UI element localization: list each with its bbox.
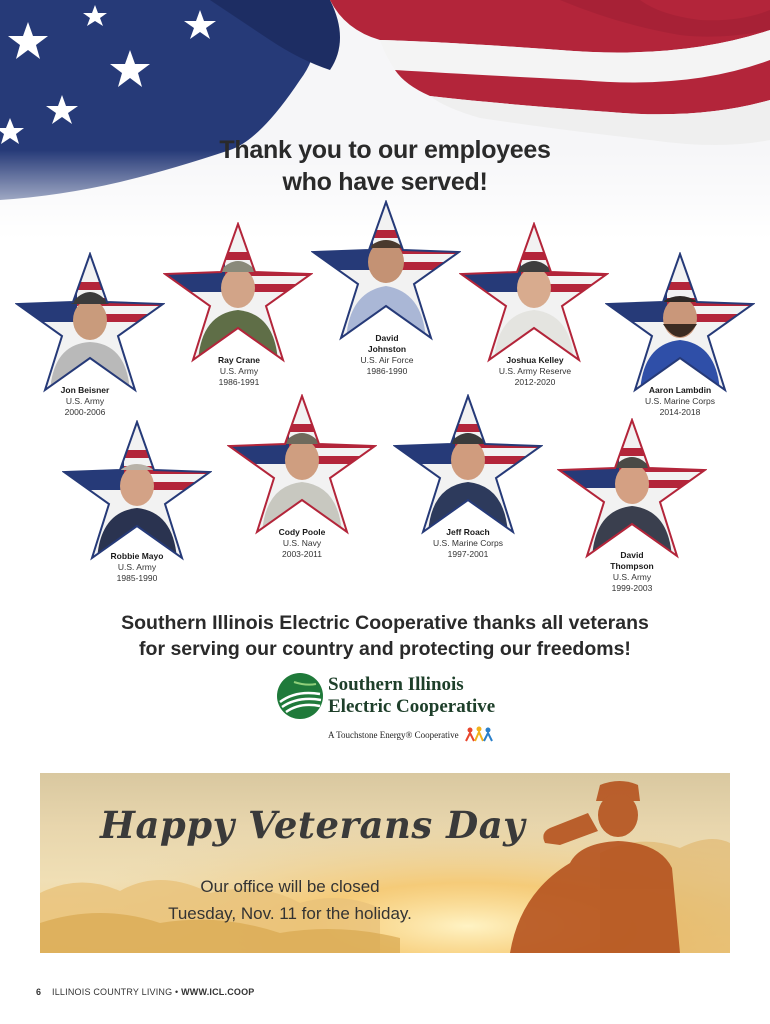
logo-line-1: Southern Illinois	[328, 674, 464, 695]
veteran-caption	[102, 551, 172, 584]
veterans-day-banner	[40, 773, 730, 953]
page-number: 6	[36, 987, 42, 997]
veteran-star-photo	[15, 252, 165, 394]
veteran-caption	[352, 333, 422, 377]
veteran-star-photo	[459, 222, 609, 364]
page-headline	[0, 134, 770, 198]
banner-title: Happy Veterans Day	[100, 803, 526, 847]
veteran-years: 1999-2003	[611, 583, 653, 593]
veteran-caption	[495, 355, 575, 388]
veteran-name: Aaron Lambdin	[648, 385, 712, 395]
veteran-caption	[267, 527, 337, 560]
veteran-branch: U.S. Army	[219, 366, 259, 376]
logo-line-2: Electric Cooperative	[328, 696, 496, 717]
closure-line-1: Our office will be closed	[200, 877, 380, 896]
veteran-star-photo	[311, 200, 461, 342]
veteran-years: 2003-2011	[281, 549, 323, 559]
veteran-years: 2012-2020	[514, 377, 556, 387]
veteran-star-photo	[227, 394, 377, 536]
veteran-name: David	[620, 550, 644, 560]
veteran-branch: U.S. Navy	[282, 538, 322, 548]
touchstone-energy-icon	[464, 725, 494, 743]
veteran-years: 1986-1990	[366, 366, 408, 376]
veteran-branch: U.S. Army	[117, 562, 157, 572]
veteran-branch: U.S. Marine Corps	[645, 396, 715, 406]
veteran-caption	[204, 355, 274, 388]
publication-name: ILLINOIS COUNTRY LIVING	[52, 987, 173, 997]
veteran-star-photo	[393, 394, 543, 536]
veteran-branch: U.S. Army	[612, 572, 652, 582]
veteran-years: 1985-1990	[116, 573, 158, 583]
headline-line-2: who have served!	[282, 168, 488, 196]
headline-line-1: Thank you to our employees	[219, 136, 551, 164]
website-link[interactable]: WWW.ICL.COOP	[181, 987, 255, 997]
veteran-caption	[597, 550, 667, 594]
cooperative-logo	[276, 672, 506, 748]
veteran-years: 1997-2001	[447, 549, 489, 559]
veteran-name: Ray Crane	[217, 355, 261, 365]
veteran-name: David	[375, 333, 399, 343]
office-closure-notice	[130, 873, 450, 927]
logo-tagline: A Touchstone Energy® Cooperative	[328, 730, 459, 740]
globe-logo-icon	[276, 672, 324, 720]
veteran-name: Joshua Kelley	[506, 355, 564, 365]
thanks-message	[0, 610, 770, 662]
logo-wordmark	[328, 674, 495, 718]
veteran-caption	[640, 385, 720, 418]
page-footer	[36, 987, 255, 997]
footer-separator: •	[175, 987, 179, 997]
veteran-star-photo	[163, 222, 313, 364]
veteran-caption	[50, 385, 120, 418]
veteran-star-photo	[605, 252, 755, 394]
veteran-caption	[428, 527, 508, 560]
veteran-branch: U.S. Army	[65, 396, 105, 406]
veteran-name: Thompson	[610, 561, 654, 571]
veteran-branch: U.S. Army Reserve	[498, 366, 572, 376]
closure-line-2: Tuesday, Nov. 11 for the holiday.	[168, 904, 412, 923]
veteran-branch: U.S. Marine Corps	[433, 538, 503, 548]
veteran-years: 2014-2018	[659, 407, 701, 417]
veteran-name: Robbie Mayo	[110, 551, 164, 561]
veteran-years: 2000-2006	[64, 407, 106, 417]
veteran-branch: U.S. Air Force	[360, 355, 414, 365]
thanks-line-2: for serving our country and protecting our freedoms!	[139, 638, 631, 660]
veteran-name: Jon Beisner	[60, 385, 110, 395]
veteran-star-photo	[62, 420, 212, 562]
thanks-line-1: Southern Illinois Electric Cooperative thanks all veterans	[121, 612, 649, 634]
veteran-name: Cody Poole	[278, 527, 326, 537]
veteran-name: Jeff Roach	[446, 527, 490, 537]
veteran-years: 1986-1991	[218, 377, 260, 387]
veteran-star-photo	[557, 418, 707, 560]
veteran-name: Johnston	[367, 344, 407, 354]
